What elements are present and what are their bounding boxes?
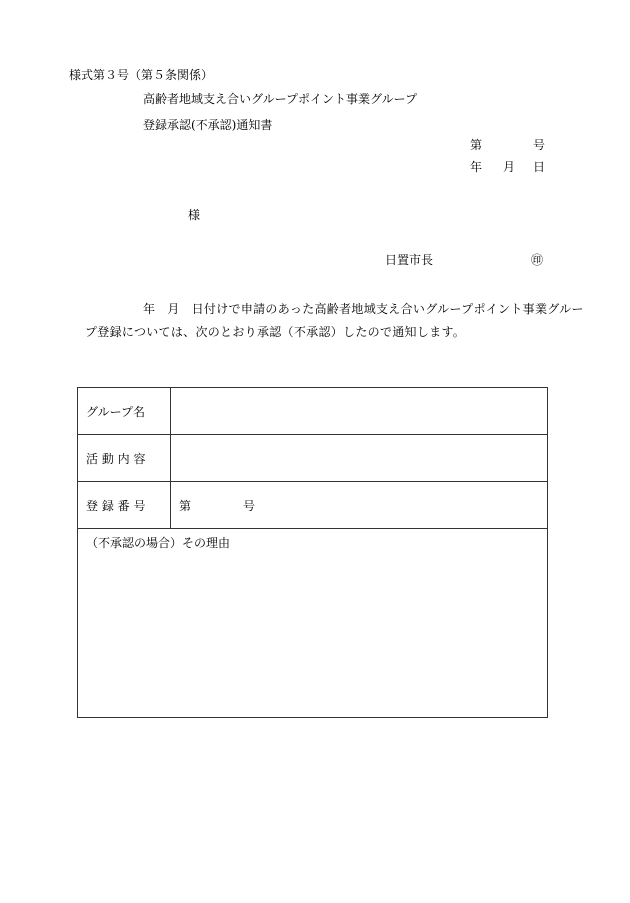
activity-label: 活 動 内 容 xyxy=(78,435,171,482)
reg-number-value xyxy=(171,482,548,529)
sender-name: 日置市長 xyxy=(385,253,434,267)
issue-number-suffix: 号 xyxy=(533,138,546,152)
reg-number-suffix: 号 xyxy=(243,498,256,513)
table-row-group-name xyxy=(78,388,548,435)
form-number-label: 様式第３号（第５条関係） xyxy=(69,68,214,82)
document-title-line2: 登録承認(不承認)通知書 xyxy=(143,118,273,132)
group-name-value xyxy=(171,388,548,435)
table-row-reason xyxy=(78,529,548,718)
group-name-label: グループ名 xyxy=(78,388,171,435)
reg-number-prefix: 第 xyxy=(179,498,192,513)
notice-body xyxy=(85,298,585,344)
rejection-reason-label: （不承認の場合）その理由 xyxy=(78,529,548,718)
approval-details-table xyxy=(77,387,548,718)
table-row-activity xyxy=(78,435,548,482)
reg-number-label: 登 録 番 号 xyxy=(78,482,171,529)
table-row-reg-number xyxy=(78,482,548,529)
body-year: 年 xyxy=(143,302,156,316)
document-title-line1: 高齢者地域支え合いグループポイント事業グループ xyxy=(143,92,418,106)
activity-value xyxy=(171,435,548,482)
addressee-honorific: 様 xyxy=(188,208,201,222)
issue-number-prefix: 第 xyxy=(470,138,483,152)
issue-date-day: 日 xyxy=(533,160,546,174)
body-month: 月 xyxy=(167,302,180,316)
body-text: 日付けで申請のあった高齢者地域支え合いグループポイント事業グループ登録については、次のとおり承認（不承認）したので通知します。 xyxy=(85,302,584,339)
seal-mark: ㊞ xyxy=(531,253,544,267)
issue-date-year: 年 xyxy=(470,160,483,174)
issue-date-month: 月 xyxy=(503,160,516,174)
